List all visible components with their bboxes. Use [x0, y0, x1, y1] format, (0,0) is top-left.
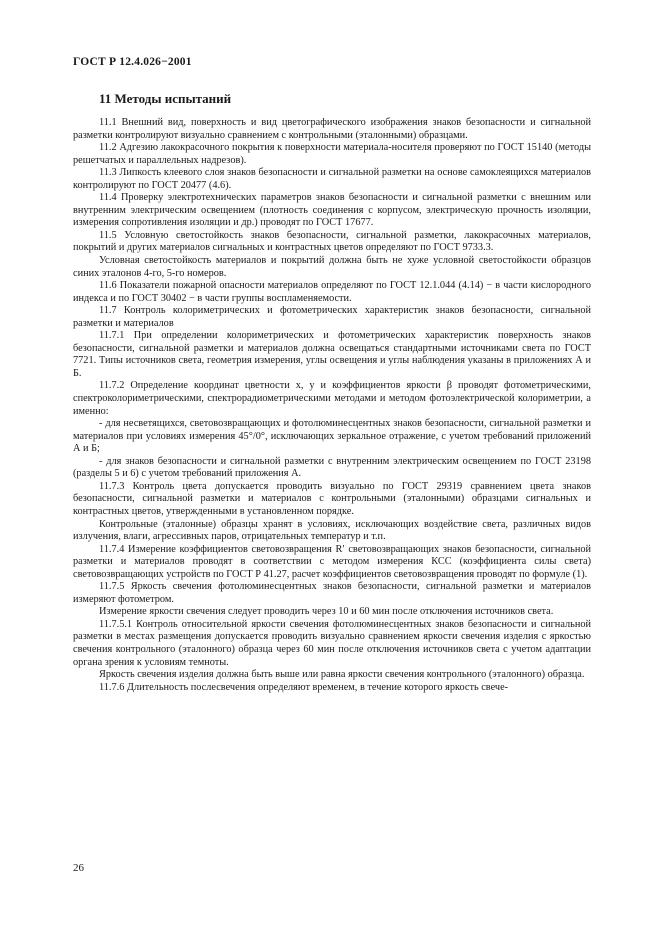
paragraph-11-7: 11.7 Контроль колориметрических и фотометрических характеристик знаков безопасности, сигнальной разметки и материалов — [73, 305, 591, 329]
paragraph-11-7-5-1: 11.7.5.1 Контроль относительной яркости свечения фотолюминесцентных знаков безопасности и сигнальной разметки в местах размещения допускается проводить визуально сравнением яркости свечения изделия с яркостью свечения контрольного (эталонного) образца через 60 мин после отключения источников света с учетом адаптации органа зрения к условиям темноты. — [73, 618, 591, 668]
paragraph-11-7-2-item-1: - для несветящихся, световозвращающих и фотолюминесцентных знаков безопасности, сигнальной разметки и материалов при условиях измерения 45°/0°, исключающих зеркальное отражение, с учетом требований приложений А и Б; — [73, 418, 591, 455]
section-title: 11 Методы испытаний — [99, 91, 232, 106]
paragraph-11-7-5: 11.7.5 Яркость свечения фотолюминесцентных знаков безопасности, сигнальной разметки и материалов измеряют фотометром. — [73, 581, 591, 605]
paragraph-11-2: 11.2 Адгезию лакокрасочного покрытия к поверхности материала-носителя проверяют по ГОСТ 15140 (методы решетчатых и параллельных надрезов). — [73, 142, 591, 166]
paragraph-11-7-2-item-2: - для знаков безопасности и сигнальной разметки с внутренним электрическим освещением по ГОСТ 23198 (разделы 5 и 6) с учетом требований приложения А. — [73, 455, 591, 480]
paragraph-11-7-3: 11.7.3 Контроль цвета допускается проводить визуально по ГОСТ 29319 сравнением цвета знаков безопасности, сигнальной разметки и материалов с контрольными (эталонными) образцами сигнальных и контрастных цветов, утвержденными в установленном порядке. — [73, 480, 591, 517]
paragraph-11-1: 11.1 Внешний вид, поверхность и вид цветографического изображения знаков безопасности и сигнальной разметки контролируют визуально сравнением с контрольными (эталонными) образцами. — [73, 117, 591, 141]
paragraph-11-7-5-note: Измерение яркости свечения следует проводить через 10 и 60 мин после отключения источников света. — [99, 606, 554, 618]
paragraph-11-7-3-note: Контрольные (эталонные) образцы хранят в условиях, исключающих воздействие света, различных видов излучения, влаги, агрессивных паров, отрицательных температур и т.п. — [73, 518, 591, 543]
page-number: 26 — [73, 862, 84, 874]
paragraph-11-7-4: 11.7.4 Измерение коэффициентов световозвращения R′ световозвращающих знаков безопасности, сигнальной разметки и материалов проводят в соответствии с методом измерения КСС (коэффициента силы света) световозвращающих устройств по ГОСТ Р 41.27, расчет коэффициентов световозвращения проводят по формуле (1). — [73, 543, 591, 580]
paragraph-11-7-6: 11.7.6 Длительность послесвечения определяют временем, в течение которого яркость свече- — [99, 681, 509, 693]
paragraph-11-5: 11.5 Условную светостойкость знаков безопасности, сигнальной разметки, лакокрасочных материалов, покрытий и других материалов сигнальных и контрастных цветов определяют по ГОСТ 9733.3. — [73, 229, 591, 254]
paragraph-11-7-1: 11.7.1 При определении колориметрических и фотометрических характеристик поверхность знаков безопасности, сигнальной разметки и материалов должна освещаться стандартными источниками света по ГОСТ 7721. Типы источников света, геометрия измерения, углы освещения и углы наблюдения указаны в приложениях А и Б. — [73, 330, 591, 379]
paragraph-11-5-note: Условная светостойкость материалов и покрытий должна быть не хуже условной светостойкости образцов синих эталонов 4-го, 5-го номеров. — [73, 255, 591, 279]
paragraph-11-7-2: 11.7.2 Определение координат цветности x, y и коэффициентов яркости β проводят фотометрическими, спектроколориметрическими, спектрорадиометрическими методами и методом фотоэлектрической колориметрии, а именно: — [73, 380, 591, 417]
paragraph-11-4: 11.4 Проверку электротехнических параметров знаков безопасности и сигнальной разметки с внешним или внутренним электрическим освещением (плотность соединения с корпусом, электрическую прочность изоляции, измерения сопротивления изоляции и др.) проводят по ГОСТ 17677. — [73, 192, 591, 229]
paragraph-11-3: 11.3 Липкость клеевого слоя знаков безопасности и сигнальной разметки на основе самоклеящихся материалов контролируют по ГОСТ 20477 (4.6). — [73, 167, 591, 191]
paragraph-11-6: 11.6 Показатели пожарной опасности материалов определяют по ГОСТ 12.1.044 (4.14) − в части кислородного индекса и по ГОСТ 30402 − в части группы воспламеняемости. — [73, 280, 591, 304]
document-body — [73, 117, 591, 694]
paragraph-11-7-5-1-note: Яркость свечения изделия должна быть выше или равна яркости свечения контрольного (эталонного) образца. — [99, 669, 585, 681]
document-header: ГОСТ Р 12.4.026−2001 — [73, 56, 192, 68]
